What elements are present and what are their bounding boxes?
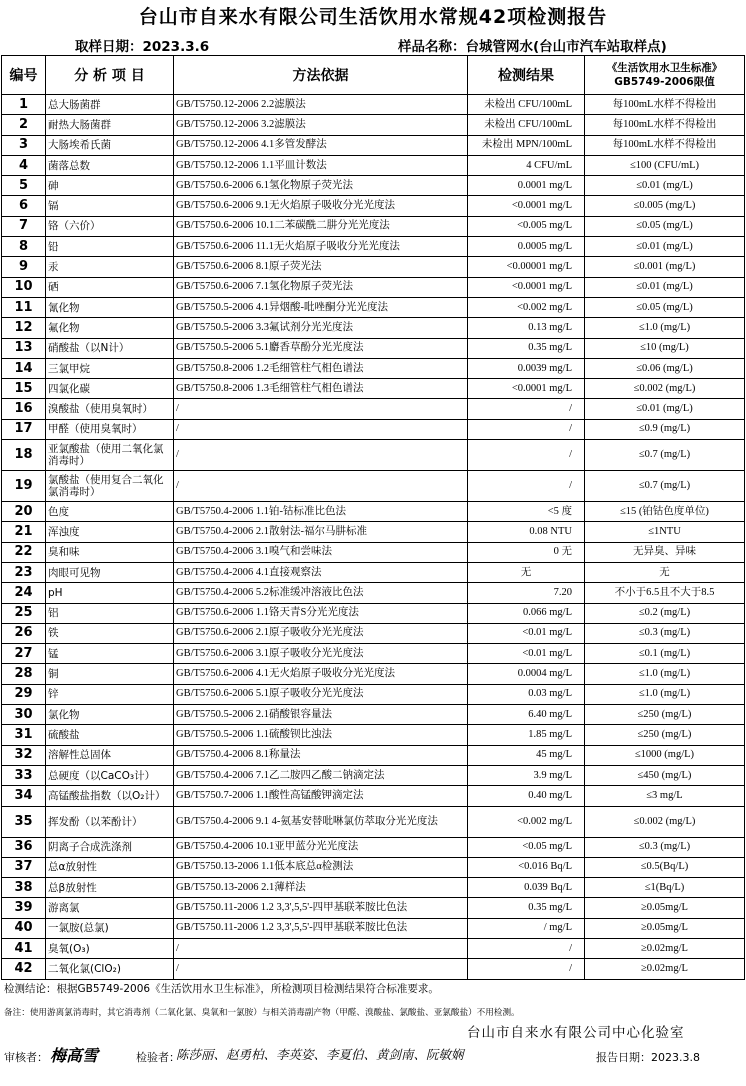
row-limit: ≤0.3 (mg/L): [585, 623, 745, 643]
row-number: 16: [2, 399, 46, 419]
table-row: [2, 176, 745, 196]
row-method: /: [174, 471, 468, 502]
row-limit: 每100mL水样不得检出: [585, 135, 745, 155]
row-limit: ≤0.06 (mg/L): [585, 358, 745, 378]
row-item: 三氯甲烷: [46, 358, 174, 378]
table-row: [2, 583, 745, 603]
row-result: 0.13 mg/L: [468, 318, 585, 338]
row-item: 一氯胺(总氯): [46, 918, 174, 938]
row-result: 0 无: [468, 542, 585, 562]
row-item: 镉: [46, 196, 174, 216]
table-row: [2, 196, 745, 216]
row-number: 10: [2, 277, 46, 297]
table-row: [2, 806, 745, 837]
table-row: [2, 684, 745, 704]
row-item: 四氯化碳: [46, 379, 174, 399]
row-number: 21: [2, 522, 46, 542]
table-row: [2, 562, 745, 582]
row-number: 1: [2, 95, 46, 115]
row-limit: ≤1(Bq/L): [585, 878, 745, 898]
table-row: [2, 542, 745, 562]
row-item: 甲醛（使用臭氧时）: [46, 419, 174, 439]
row-method: GB/T5750.5-2006 2.1硝酸银容量法: [174, 705, 468, 725]
row-method: GB/T5750.6-2006 2.1原子吸收分光光度法: [174, 623, 468, 643]
table-row: [2, 786, 745, 806]
row-item: 大肠埃希氏菌: [46, 135, 174, 155]
row-method: GB/T5750.5-2006 1.1硫酸钡比浊法: [174, 725, 468, 745]
row-limit: ≤0.1 (mg/L): [585, 644, 745, 664]
row-method: GB/T5750.5-2006 3.3氟试剂分光光度法: [174, 318, 468, 338]
row-number: 18: [2, 440, 46, 471]
row-result: 无: [468, 562, 585, 582]
row-item: 氰化物: [46, 297, 174, 317]
row-limit: ≤1.0 (mg/L): [585, 684, 745, 704]
table-row: [2, 155, 745, 175]
row-result: <0.05 mg/L: [468, 837, 585, 857]
header-standard-line1: 《生活饮用水卫生标准》: [606, 62, 723, 74]
row-limit: ≤1NTU: [585, 522, 745, 542]
row-result: /: [468, 419, 585, 439]
row-method: GB/T5750.8-2006 1.3毛细管柱气相色谱法: [174, 379, 468, 399]
row-number: 6: [2, 196, 46, 216]
header-standard: [585, 56, 745, 95]
row-result: 0.039 Bq/L: [468, 878, 585, 898]
row-number: 12: [2, 318, 46, 338]
row-number: 20: [2, 502, 46, 522]
row-limit: ≤0.01 (mg/L): [585, 399, 745, 419]
row-item: 臭氧(O₃): [46, 938, 174, 958]
lab-name: 台山市自来水有限公司中心化验室: [467, 1025, 685, 1041]
row-number: 25: [2, 603, 46, 623]
note-text: 备注：使用游离氯消毒时，其它消毒剂（二氧化氯、臭氧和一氯胺）与相关消毒副产物（甲醛、溴酸盐、氯酸盐、亚氯酸盐）不用检测。: [4, 1008, 520, 1018]
row-method: GB/T5750.11-2006 1.2 3,3',5,5'-四甲基联苯胺比色法: [174, 918, 468, 938]
row-item: 总硬度（以CaCO₃计）: [46, 765, 174, 785]
table-row: [2, 399, 745, 419]
row-result: <0.0001 mg/L: [468, 196, 585, 216]
table-row: [2, 502, 745, 522]
row-result: 4 CFU/mL: [468, 155, 585, 175]
row-result: 未检出 CFU/100mL: [468, 115, 585, 135]
row-method: GB/T5750.13-2006 2.1薄样法: [174, 878, 468, 898]
row-number: 41: [2, 938, 46, 958]
row-item: 氯酸盐（使用复合二氧化氯消毒时）: [46, 471, 174, 502]
table-row: [2, 237, 745, 257]
table-row: [2, 664, 745, 684]
row-item: 硫酸盐: [46, 725, 174, 745]
row-number: 23: [2, 562, 46, 582]
row-limit: ≤0.5(Bq/L): [585, 857, 745, 877]
table-row: [2, 257, 745, 277]
row-number: 14: [2, 358, 46, 378]
row-number: 11: [2, 297, 46, 317]
row-limit: 无异臭、异味: [585, 542, 745, 562]
row-number: 37: [2, 857, 46, 877]
row-number: 22: [2, 542, 46, 562]
row-item: 氯化物: [46, 705, 174, 725]
row-limit: ≤100 (CFU/mL): [585, 155, 745, 175]
table-row: [2, 297, 745, 317]
row-number: 2: [2, 115, 46, 135]
reviewer-label: 审核者：: [4, 1051, 48, 1064]
row-limit: ≤0.002 (mg/L): [585, 379, 745, 399]
row-result: 0.35 mg/L: [468, 898, 585, 918]
table-body: [2, 95, 745, 980]
row-result: 未检出 CFU/100mL: [468, 95, 585, 115]
row-method: GB/T5750.6-2006 1.1铬天青S分光光度法: [174, 603, 468, 623]
row-method: /: [174, 399, 468, 419]
row-limit: 无: [585, 562, 745, 582]
table-row: [2, 857, 745, 877]
row-result: 0.40 mg/L: [468, 786, 585, 806]
row-item: 亚氯酸盐（使用二氧化氯消毒时）: [46, 440, 174, 471]
row-number: 29: [2, 684, 46, 704]
row-limit: ≤1.0 (mg/L): [585, 318, 745, 338]
row-number: 36: [2, 837, 46, 857]
row-method: GB/T5750.7-2006 1.1酸性高锰酸钾滴定法: [174, 786, 468, 806]
table-row: [2, 277, 745, 297]
row-limit: ≤250 (mg/L): [585, 705, 745, 725]
row-method: /: [174, 959, 468, 979]
row-limit: ≤450 (mg/L): [585, 765, 745, 785]
row-result: 0.0039 mg/L: [468, 358, 585, 378]
row-number: 19: [2, 471, 46, 502]
row-method: GB/T5750.6-2006 4.1无火焰原子吸收分光光度法: [174, 664, 468, 684]
table-row: [2, 725, 745, 745]
row-item: 高锰酸盐指数（以O₂计）: [46, 786, 174, 806]
row-item: 臭和味: [46, 542, 174, 562]
row-method: GB/T5750.5-2006 4.1异烟酸-吡唑酮分光光度法: [174, 297, 468, 317]
row-result: <0.002 mg/L: [468, 297, 585, 317]
row-item: 游离氯: [46, 898, 174, 918]
row-number: 30: [2, 705, 46, 725]
row-method: GB/T5750.4-2006 5.2标准缓冲溶液比色法: [174, 583, 468, 603]
row-result: 0.066 mg/L: [468, 603, 585, 623]
row-method: GB/T5750.6-2006 5.1原子吸收分光光度法: [174, 684, 468, 704]
row-method: GB/T5750.12-2006 1.1平皿计数法: [174, 155, 468, 175]
row-item: 铜: [46, 664, 174, 684]
sample-name: 样品名称：台城管网水(台山市汽车站取样点): [398, 39, 667, 55]
row-method: GB/T5750.4-2006 9.1 4-氨基安替吡啉氯仿萃取分光光度法: [174, 806, 468, 837]
table-row: [2, 644, 745, 664]
row-result: 0.0001 mg/L: [468, 176, 585, 196]
table-row: [2, 338, 745, 358]
row-method: GB/T5750.6-2006 3.1原子吸收分光光度法: [174, 644, 468, 664]
row-number: 7: [2, 216, 46, 236]
row-number: 4: [2, 155, 46, 175]
row-item: 总β放射性: [46, 878, 174, 898]
reviewer-signature: 梅高雪: [50, 1046, 99, 1065]
row-method: /: [174, 440, 468, 471]
table-row: [2, 135, 745, 155]
row-limit: 每100mL水样不得检出: [585, 115, 745, 135]
row-limit: ≤1000 (mg/L): [585, 745, 745, 765]
row-result: <5 度: [468, 502, 585, 522]
header-result: 检测结果: [468, 56, 585, 95]
row-result: /: [468, 471, 585, 502]
row-limit: ≥0.02mg/L: [585, 959, 745, 979]
row-result: /: [468, 399, 585, 419]
row-item: 肉眼可见物: [46, 562, 174, 582]
row-item: 铝: [46, 603, 174, 623]
row-method: GB/T5750.6-2006 6.1氢化物原子荧光法: [174, 176, 468, 196]
row-result: 0.08 NTU: [468, 522, 585, 542]
row-limit: ≥0.05mg/L: [585, 898, 745, 918]
signature-row: [4, 1045, 744, 1069]
row-method: GB/T5750.12-2006 4.1多管发酵法: [174, 135, 468, 155]
row-limit: ≤10 (mg/L): [585, 338, 745, 358]
report-date: 报告日期：2023.3.8: [596, 1051, 700, 1064]
row-limit: ≤15 (铂钴色度单位): [585, 502, 745, 522]
row-result: 0.0004 mg/L: [468, 664, 585, 684]
row-method: GB/T5750.4-2006 8.1称量法: [174, 745, 468, 765]
row-limit: ≤0.001 (mg/L): [585, 257, 745, 277]
row-number: 9: [2, 257, 46, 277]
row-item: 铅: [46, 237, 174, 257]
row-method: GB/T5750.6-2006 7.1氢化物原子荧光法: [174, 277, 468, 297]
row-limit: ≤0.7 (mg/L): [585, 471, 745, 502]
row-number: 13: [2, 338, 46, 358]
row-result: <0.01 mg/L: [468, 644, 585, 664]
row-limit: ≤250 (mg/L): [585, 725, 745, 745]
header-item: 分 析 项 目: [46, 56, 174, 95]
row-item: 菌落总数: [46, 155, 174, 175]
table-row: [2, 837, 745, 857]
sample-date: 取样日期：2023.3.6: [75, 39, 210, 55]
row-number: 15: [2, 379, 46, 399]
header-no: 编号: [2, 56, 46, 95]
row-limit: ≤0.3 (mg/L): [585, 837, 745, 857]
row-limit: 不小于6.5且不大于8.5: [585, 583, 745, 603]
table-header-row: [2, 56, 745, 95]
row-number: 35: [2, 806, 46, 837]
table-row: [2, 898, 745, 918]
row-number: 32: [2, 745, 46, 765]
row-number: 34: [2, 786, 46, 806]
table-row: [2, 918, 745, 938]
table-row: [2, 705, 745, 725]
table-row: [2, 358, 745, 378]
row-limit: ≤0.9 (mg/L): [585, 419, 745, 439]
table-row: [2, 419, 745, 439]
row-item: 硝酸盐（以N计）: [46, 338, 174, 358]
row-number: 27: [2, 644, 46, 664]
table-row: [2, 878, 745, 898]
table-row: [2, 959, 745, 979]
row-number: 38: [2, 878, 46, 898]
row-number: 24: [2, 583, 46, 603]
row-method: GB/T5750.4-2006 1.1铂-钴标准比色法: [174, 502, 468, 522]
row-limit: ≤0.05 (mg/L): [585, 216, 745, 236]
row-limit: 每100mL水样不得检出: [585, 95, 745, 115]
row-number: 26: [2, 623, 46, 643]
table-row: [2, 471, 745, 502]
row-method: GB/T5750.4-2006 4.1直接观察法: [174, 562, 468, 582]
table-row: [2, 522, 745, 542]
row-item: 氟化物: [46, 318, 174, 338]
row-item: 溴酸盐（使用臭氧时）: [46, 399, 174, 419]
row-item: 铁: [46, 623, 174, 643]
row-item: 铬（六价）: [46, 216, 174, 236]
table-row: [2, 440, 745, 471]
row-limit: ≤0.01 (mg/L): [585, 277, 745, 297]
row-number: 17: [2, 419, 46, 439]
row-method: GB/T5750.4-2006 7.1乙二胺四乙酸二钠滴定法: [174, 765, 468, 785]
row-limit: ≤0.002 (mg/L): [585, 806, 745, 837]
table-row: [2, 603, 745, 623]
row-item: 硒: [46, 277, 174, 297]
row-result: /: [468, 938, 585, 958]
row-item: 耐热大肠菌群: [46, 115, 174, 135]
row-result: 1.85 mg/L: [468, 725, 585, 745]
row-result: /: [468, 440, 585, 471]
row-number: 3: [2, 135, 46, 155]
row-method: GB/T5750.6-2006 8.1原子荧光法: [174, 257, 468, 277]
row-method: GB/T5750.4-2006 3.1嗅气和尝味法: [174, 542, 468, 562]
row-method: GB/T5750.5-2006 5.1麝香草酚分光光度法: [174, 338, 468, 358]
table-row: [2, 938, 745, 958]
row-method: GB/T5750.13-2006 1.1低本底总α检测法: [174, 857, 468, 877]
row-item: 阴离子合成洗涤剂: [46, 837, 174, 857]
header-method: 方法依据: [174, 56, 468, 95]
row-result: 未检出 MPN/100mL: [468, 135, 585, 155]
table-row: [2, 115, 745, 135]
row-result: <0.00001 mg/L: [468, 257, 585, 277]
row-result: <0.01 mg/L: [468, 623, 585, 643]
row-item: 溶解性总固体: [46, 745, 174, 765]
row-item: 浑浊度: [46, 522, 174, 542]
row-number: 5: [2, 176, 46, 196]
row-item: 砷: [46, 176, 174, 196]
row-item: 汞: [46, 257, 174, 277]
row-result: <0.005 mg/L: [468, 216, 585, 236]
row-method: GB/T5750.12-2006 2.2滤膜法: [174, 95, 468, 115]
row-result: 0.0005 mg/L: [468, 237, 585, 257]
row-limit: ≤0.01 (mg/L): [585, 237, 745, 257]
table-row: [2, 379, 745, 399]
row-result: 0.35 mg/L: [468, 338, 585, 358]
row-method: GB/T5750.6-2006 11.1无火焰原子吸收分光光度法: [174, 237, 468, 257]
report-title: 台山市自来水有限公司生活饮用水常规42项检测报告: [138, 6, 608, 28]
table-row: [2, 95, 745, 115]
inspector-label: 检验者：: [136, 1051, 180, 1064]
row-number: 33: [2, 765, 46, 785]
row-method: GB/T5750.6-2006 9.1无火焰原子吸收分光光度法: [174, 196, 468, 216]
row-limit: ≥0.02mg/L: [585, 938, 745, 958]
row-method: GB/T5750.11-2006 1.2 3,3',5,5'-四甲基联苯胺比色法: [174, 898, 468, 918]
row-result: <0.0001 mg/L: [468, 379, 585, 399]
row-number: 31: [2, 725, 46, 745]
table-row: [2, 765, 745, 785]
row-method: /: [174, 938, 468, 958]
row-item: 色度: [46, 502, 174, 522]
row-item: 总α放射性: [46, 857, 174, 877]
header-standard-line2: GB5749-2006限值: [614, 76, 715, 88]
row-limit: ≤0.005 (mg/L): [585, 196, 745, 216]
row-method: GB/T5750.12-2006 3.2滤膜法: [174, 115, 468, 135]
row-item: 锰: [46, 644, 174, 664]
row-result: /: [468, 959, 585, 979]
results-table: [1, 55, 745, 980]
table-row: [2, 623, 745, 643]
row-limit: ≥0.05mg/L: [585, 918, 745, 938]
table-row: [2, 318, 745, 338]
row-result: <0.016 Bq/L: [468, 857, 585, 877]
row-method: GB/T5750.4-2006 2.1散射法-福尔马肼标准: [174, 522, 468, 542]
row-number: 28: [2, 664, 46, 684]
row-number: 39: [2, 898, 46, 918]
inspector-signature: 陈莎丽、赵勇柏、李英姿、李夏伯、黄剑南、阮敏娴: [176, 1047, 464, 1062]
row-result: 45 mg/L: [468, 745, 585, 765]
row-result: <0.0001 mg/L: [468, 277, 585, 297]
row-result: <0.002 mg/L: [468, 806, 585, 837]
row-item: 总大肠菌群: [46, 95, 174, 115]
row-method: GB/T5750.8-2006 1.2毛细管柱气相色谱法: [174, 358, 468, 378]
row-limit: ≤0.7 (mg/L): [585, 440, 745, 471]
row-method: /: [174, 419, 468, 439]
table-row: [2, 745, 745, 765]
row-item: 锌: [46, 684, 174, 704]
table-row: [2, 216, 745, 236]
row-limit: ≤3 mg/L: [585, 786, 745, 806]
row-limit: ≤0.05 (mg/L): [585, 297, 745, 317]
row-result: 0.03 mg/L: [468, 684, 585, 704]
row-item: 挥发酚（以苯酚计）: [46, 806, 174, 837]
row-limit: ≤0.01 (mg/L): [585, 176, 745, 196]
row-result: 7.20: [468, 583, 585, 603]
conclusion-text: 检测结论：根据GB5749-2006《生活饮用水卫生标准》，所检测项目检测结果符合标准要求。: [4, 983, 439, 995]
row-method: GB/T5750.6-2006 10.1二苯碳酰二肼分光光度法: [174, 216, 468, 236]
row-result: 6.40 mg/L: [468, 705, 585, 725]
row-item: pH: [46, 583, 174, 603]
row-item: 二氧化氯(ClO₂): [46, 959, 174, 979]
row-number: 8: [2, 237, 46, 257]
row-result: 3.9 mg/L: [468, 765, 585, 785]
row-limit: ≤0.2 (mg/L): [585, 603, 745, 623]
row-limit: ≤1.0 (mg/L): [585, 664, 745, 684]
row-method: GB/T5750.4-2006 10.1亚甲蓝分光光度法: [174, 837, 468, 857]
row-number: 42: [2, 959, 46, 979]
row-number: 40: [2, 918, 46, 938]
row-result: / mg/L: [468, 918, 585, 938]
